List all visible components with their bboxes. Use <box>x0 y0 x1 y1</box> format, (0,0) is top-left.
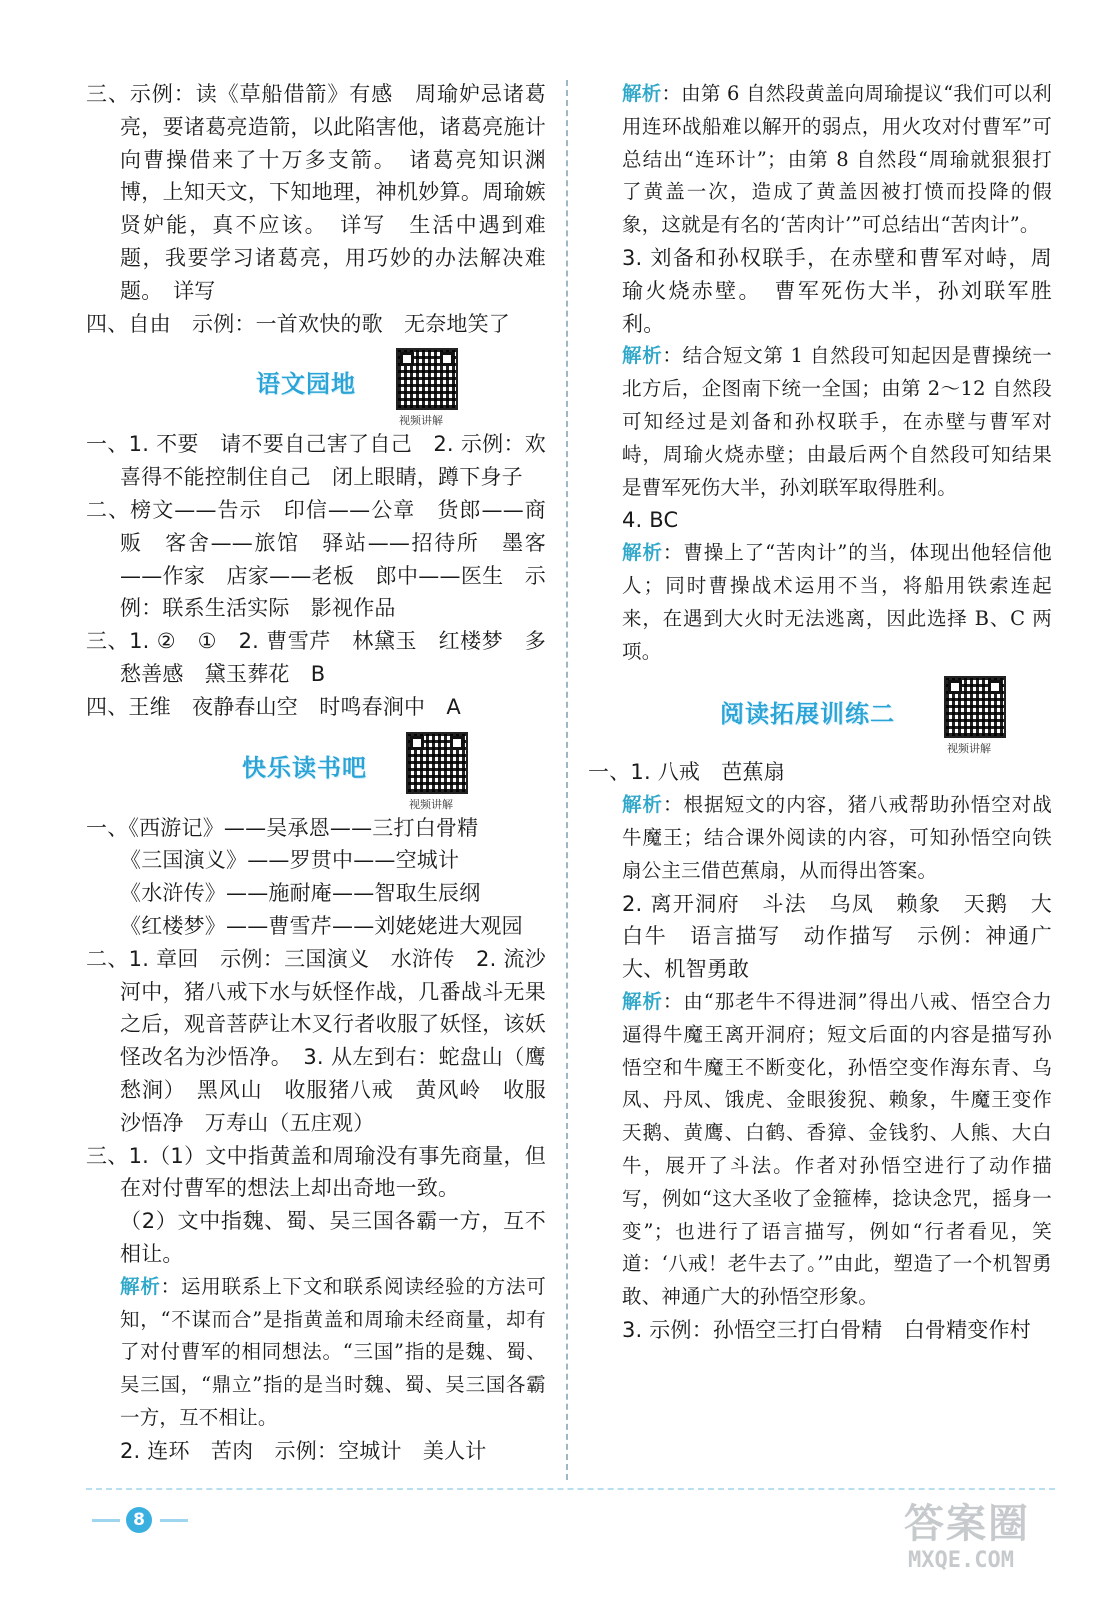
answer-block: 4. BC <box>622 508 679 533</box>
answer-block: （2）文中指魏、蜀、吴三国各霸一方，互不相让。 <box>120 1209 546 1266</box>
answer-block: 三、1. ② ① 2. 曹雪芹 林黛玉 红楼梦 多愁善感 黛玉葬花 B <box>86 629 546 686</box>
watermark-logo-text: 答案圈 <box>904 1501 1030 1547</box>
analysis-label: 解析 <box>622 989 663 1013</box>
analysis-text: ：由“那老牛不得进洞”得出八戒、悟空合力逼得牛魔王离开洞府；短文后面的内容是描写孙悟空和牛魔王不断变化，孙悟空变作海东青、乌凤、丹凤、饿虎、金眼狻猊、赖象，牛魔王变作天鹅、黄鹰、白鹤、香獐、金钱豹、人熊、大白牛，展开了斗法。作者对孙悟空进行了动作描写，例如“这大圣收了金箍棒，捻诀念咒，摇身一变”；也进行了语言描写，例如“行者看见，笑道：‘八戒！老牛去了。’”由此，塑造了一个机智勇敢、神通广大的孙悟空形象。 <box>622 989 1052 1309</box>
answer-block: 二、1. 章回 示例：三国演义 水浒传 2. 流沙河中，猪八戒下水与妖怪作战，几番战斗无果之后，观音菩萨让木叉行者收服了妖怪，该妖怪改名为沙悟净。 3. 从左到右：蛇盘山（鹰愁涧） 黑风山 收服猪八戒 黄风岭 收服沙悟净 万寿山（五庄观） <box>86 946 546 1135</box>
section-title: 快乐读书吧 <box>242 753 367 782</box>
answer-block: 《水浒传》——施耐庵——智取生辰纲 <box>120 881 481 906</box>
left-column <box>86 78 546 1467</box>
analysis-text: ：结合短文第 1 自然段可知起因是曹操统一北方后，企图南下统一全国；由第 2～12 自然段可知经过是刘备和孙权联手，在赤壁与曹军对峙，周瑜火烧赤壁；由最后两个自然段可知结果是曹军死伤大半，孙刘联军取得胜利。 <box>622 344 1052 499</box>
analysis-label: 解析 <box>622 344 663 368</box>
answer-block: 一、1. 八戒 芭蕉扇 <box>588 760 785 785</box>
section-title: 阅读拓展训练二 <box>720 700 895 729</box>
answer-block: 四、自由 示例：一首欢快的歌 无奈地笑了 <box>86 311 510 336</box>
analysis-block <box>622 78 1052 242</box>
section-header-yuwen-yuandi <box>86 346 546 428</box>
answer-block: 《红楼梦》——曹雪芹——刘姥姥进大观园 <box>120 913 523 938</box>
footer-ornament <box>92 1519 120 1522</box>
analysis-label: 解析 <box>622 793 664 817</box>
analysis-label: 解析 <box>120 1274 161 1298</box>
answer-block: 2. 连环 苦肉 示例：空城计 美人计 <box>120 1438 487 1463</box>
answer-block: 3. 刘备和孙权联手，在赤壁和曹军对峙，周瑜火烧赤壁。 曹军死伤大半，孙刘联军胜利。 <box>622 245 1052 336</box>
analysis-label: 解析 <box>622 541 663 565</box>
section-header-yuedu-tuozhan <box>622 674 1052 756</box>
watermark <box>900 1488 1060 1588</box>
answer-block: 三、示例：读《草船借箭》有感 周瑜妒忌诸葛亮，要诸葛亮造箭，以此陷害他，诸葛亮施计向曹操借来了十万多支箭。 诸葛亮知识渊博，上知天文，下知地理，神机妙算。周瑜嫉贤妒能，真不应该。 详写 生活中遇到难题，我要学习诸葛亮，用巧妙的办法解决难题。 详写 <box>86 82 546 303</box>
answer-block: 《三国演义》——罗贯中——空城计 <box>120 848 460 873</box>
answer-block: 三、1.（1）文中指黄盖和周瑜没有事先商量，但在对付曹军的想法上却出奇地一致。 <box>86 1143 546 1201</box>
answer-block: 一、1. 不要 请不要自己害了自己 2. 示例：欢喜得不能控制住自己 闭上眼睛，蹲下身子 <box>86 432 546 490</box>
qr-caption: 视频讲解 <box>409 797 453 811</box>
qr-code-icon[interactable] <box>944 676 1006 738</box>
section-header-kuaile-dushuba <box>86 730 546 811</box>
section-title: 语文园地 <box>256 370 356 399</box>
analysis-block <box>622 537 1052 668</box>
page-number: 8 <box>126 1507 152 1533</box>
analysis-text: ：曹操上了“苦肉计”的当，体现出他轻信他人；同时曹操战术运用不当，将船用铁索连起来，在遇到大火时无法逃离，因此选择 B、C 两项。 <box>622 541 1052 663</box>
analysis-block <box>86 1271 546 1435</box>
answer-block: 二、榜文——告示 印信——公章 货郎——商贩 客舍——旅馆 驿站——招待所 墨客——作家 店家——老板 郎中——医生 示例：联系生活实际 影视作品 <box>86 497 546 621</box>
answer-block: 一、《西游记》——吴承恩——三打白骨精 <box>86 815 479 840</box>
column-divider <box>566 80 568 1480</box>
analysis-label: 解析 <box>622 82 662 105</box>
analysis-block <box>622 340 1052 504</box>
analysis-text: ：由第 6 自然段黄盖向周瑜提议“我们可以利用连环战船难以解开的弱点，用火攻对付曹军”可总结出“连环计”；由第 8 自然段“周瑜就狠狠打了黄盖一次，造成了黄盖因被打愤而投降的假象，这就是有名的‘苦肉计’”可总结出“苦肉计”。 <box>622 82 1052 237</box>
qr-caption: 视频讲解 <box>399 414 443 428</box>
watermark-url: MXQE.COM <box>908 1548 1014 1573</box>
qr-code-icon[interactable] <box>406 732 468 794</box>
qr-caption: 视频讲解 <box>947 742 991 756</box>
analysis-text: ：运用联系上下文和联系阅读经验的方法可知，“不谋而合”是指黄盖和周瑜未经商量，却有了对付曹军的相同想法。“三国”指的是魏、蜀、吴三国，“鼎立”指的是当时魏、蜀、吴三国各霸一方，互不相让。 <box>120 1274 546 1429</box>
analysis-block <box>622 789 1052 887</box>
answer-block: 2. 离开洞府 斗法 乌凤 赖象 天鹅 大白牛 语言描写 动作描写 示例：神通广大、机智勇敢 <box>622 891 1052 982</box>
analysis-text: ：根据短文的内容，猪八戒帮助孙悟空对战牛魔王；结合课外阅读的内容，可知孙悟空向铁扇公主三借芭蕉扇，从而得出答案。 <box>622 793 1052 882</box>
answer-block: 3. 示例：孙悟空三打白骨精 白骨精变作村 <box>622 1317 1031 1342</box>
analysis-block <box>622 986 1052 1314</box>
right-column <box>588 78 1052 1347</box>
footer-ornament <box>160 1519 188 1522</box>
answer-block: 四、王维 夜静春山空 时鸣春涧中 A <box>86 694 461 719</box>
qr-code-icon[interactable] <box>396 348 458 410</box>
